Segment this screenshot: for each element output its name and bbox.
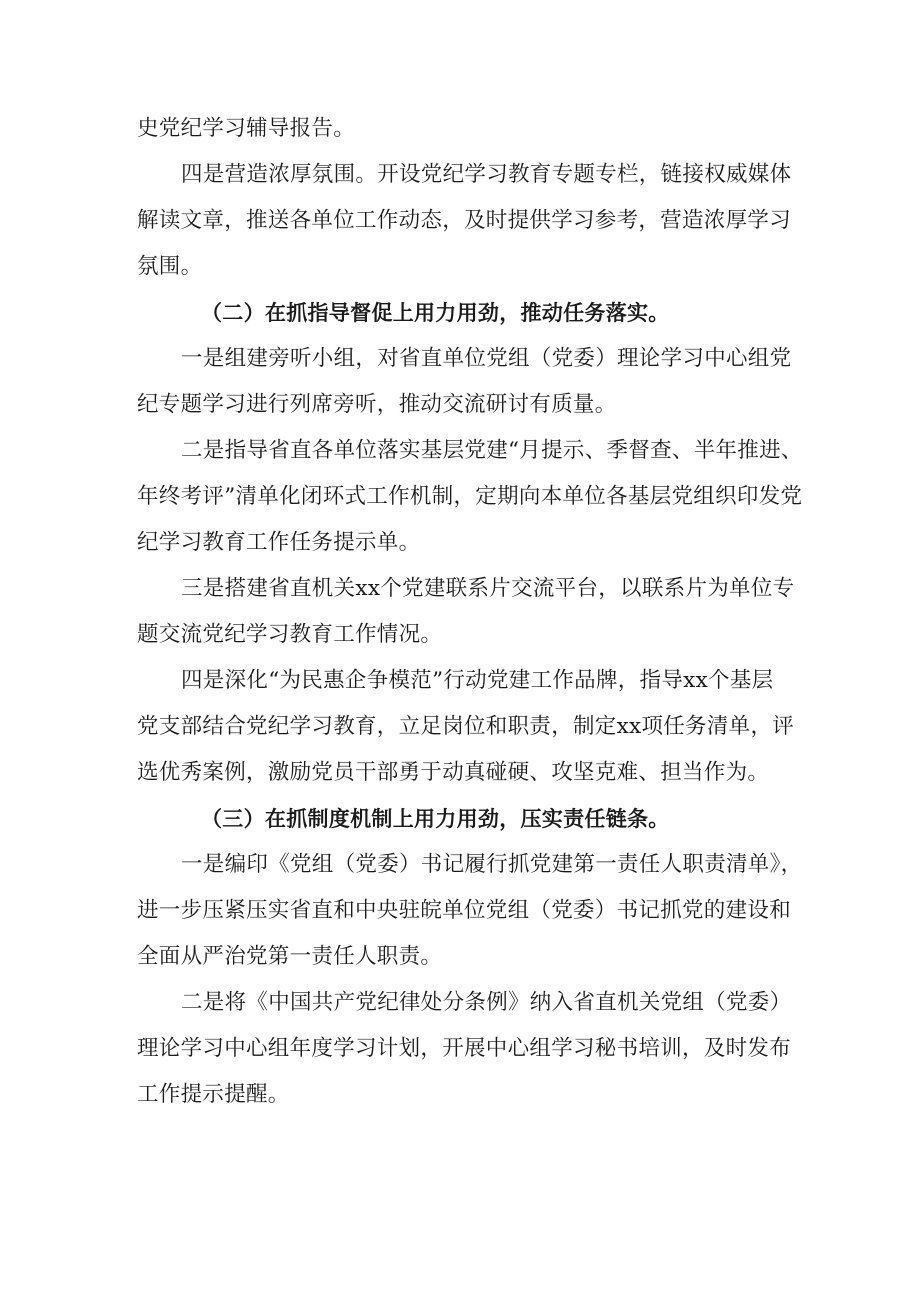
- text-line: 纪专题学习进行列席旁听，推动交流研讨有质量。: [137, 392, 617, 417]
- text-line: 选优秀案例，激励党员干部勇于动真碰硬、攻坚克难、担当作为。: [137, 760, 770, 785]
- text-line: 二是指导省直各单位落实基层党建“月提示、季督查、半年推进、: [181, 438, 803, 463]
- text-line: 年终考评”清单化闭环式工作机制，定期向本单位各基层党组织印发党: [137, 484, 803, 509]
- text-line: 理论学习中心组年度学习计划，开展中心组学习秘书培训，及时发布: [137, 1036, 792, 1061]
- text-line: 党支部结合党纪学习教育，立足岗位和职责，制定xx项任务清单，评: [137, 714, 795, 739]
- paragraph-regulations: [137, 980, 797, 1118]
- document-body: [137, 106, 803, 1118]
- text-line: 进一步压紧压实省直和中央驻皖单位党组（党委）书记抓党的建设和: [137, 898, 792, 923]
- paragraph-continuation: [137, 106, 797, 152]
- heading-text: （三）在抓制度机制上用力用劲，压实责任链条。: [201, 807, 670, 831]
- text-line: 史党纪学习辅导报告。: [137, 116, 356, 141]
- text-line: 题交流党纪学习教育工作情况。: [137, 622, 443, 647]
- paragraph-platform: [137, 566, 797, 658]
- text-line: 四是深化“为民惠企争模范”行动党建工作品牌，指导xx个基层: [181, 668, 774, 693]
- text-line: 三是搭建省直机关xx个党建联系片交流平台，以联系片为单位专: [181, 576, 795, 601]
- section-heading-3: [137, 796, 797, 842]
- text-line: 一是组建旁听小组，对省直单位党组（党委）理论学习中心组党: [181, 346, 792, 371]
- text-line: 纪学习教育工作任务提示单。: [137, 530, 421, 555]
- text-line: 氛围。: [137, 254, 203, 279]
- paragraph-responsibility-list: [137, 842, 803, 980]
- text-line: 四是营造浓厚氛围。开设党纪学习教育专题专栏，链接权威媒体: [181, 162, 792, 187]
- paragraph-audit-group: [137, 336, 797, 428]
- paragraph-brand: [137, 658, 797, 796]
- paragraph-atmosphere: [137, 152, 797, 290]
- heading-text: （二）在抓指导督促上用力用劲，推动任务落实。: [201, 301, 670, 325]
- text-line: 解读文章，推送各单位工作动态，及时提供学习参考，营造浓厚学习: [137, 208, 792, 233]
- section-heading-2: [137, 290, 797, 336]
- text-line: 二是将《中国共产党纪律处分条例》纳入省直机关党组（党委）: [181, 990, 792, 1015]
- text-line: 工作提示提醒。: [137, 1082, 290, 1107]
- text-line: 一是编印《党组（党委）书记履行抓党建第一责任人职责清单》，: [181, 852, 803, 877]
- paragraph-guidance: [137, 428, 803, 566]
- text-line: 全面从严治党第一责任人职责。: [137, 944, 443, 969]
